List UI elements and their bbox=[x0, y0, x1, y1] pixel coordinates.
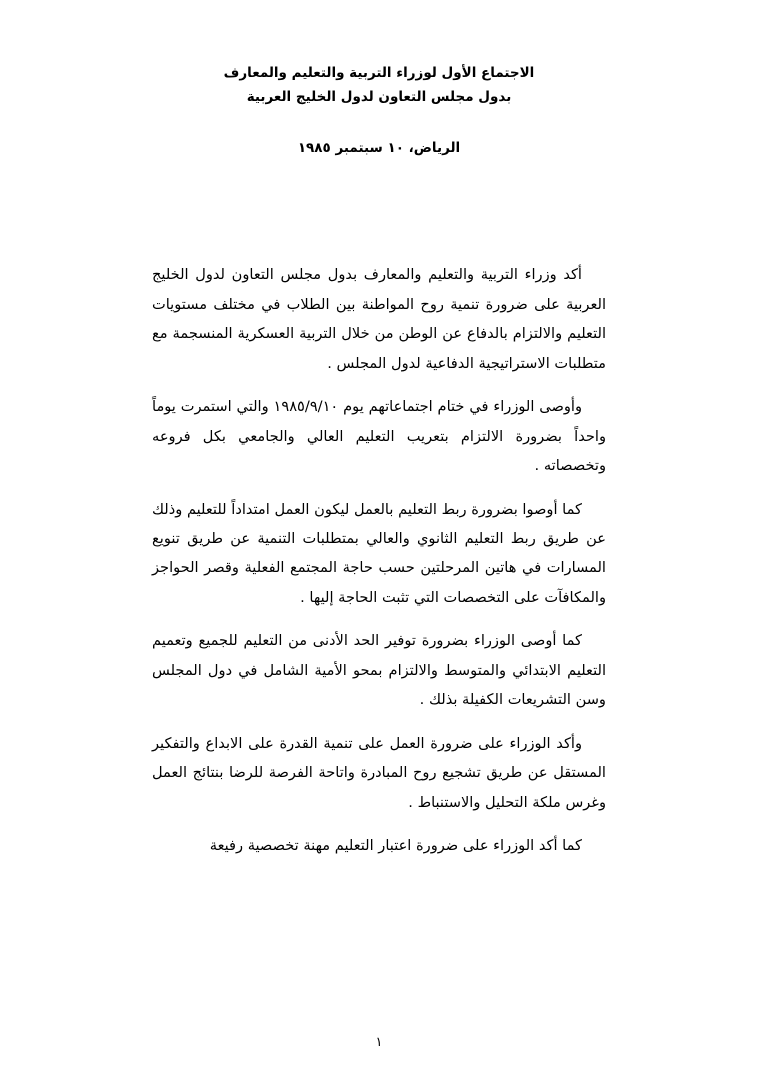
page-number: ١ bbox=[375, 1035, 383, 1050]
document-place-date: الرياض، ١٠ سبتمبر ١٩٨٥ bbox=[297, 140, 461, 157]
paragraph: وأكد الوزراء على ضرورة العمل على تنمية القدرة على الابداع والتفكير المستقل عن طريق تشجيع روح المبادرة واتاحة الفرصة للرضا بنتائج العمل وغرس ملكة التحليل والاستنباط . bbox=[152, 734, 606, 811]
paragraph: كما أوصى الوزراء بضرورة توفير الحد الأدنى من التعليم للجميع وتعميم التعليم الابتدائي والمتوسط والالتزام بمحو الأمية الشامل في دول المجلس وسن التشريعات الكفيلة بذلك . bbox=[152, 632, 606, 709]
document-body bbox=[0, 260, 758, 860]
document-title-line-1: الاجتماع الأول لوزراء التربية والتعليم والمعارف bbox=[223, 65, 535, 81]
document-title-line-2: بدول مجلس التعاون لدول الخليج العربية bbox=[246, 88, 512, 105]
document-header bbox=[0, 62, 758, 109]
paragraph: أكد وزراء التربية والتعليم والمعارف بدول مجلس التعاون لدول الخليج العربية على ضرورة تنمية روح المواطنة بين الطلاب في مختلف مستويات التعليم والالتزام بالدفاع عن الوطن من خلال التربية العسكرية المنسجمة مع متطلبات الاستراتيجية الدفاعية لدول المجلس . bbox=[152, 266, 606, 372]
paragraph: كما أكد الوزراء على ضرورة اعتبار التعليم مهنة تخصصية رفيعة bbox=[209, 837, 582, 855]
paragraph: وأوصى الوزراء في ختام اجتماعاتهم يوم ١٩٨٥/٩/١٠ والتي استمرت يوماً واحداً بضرورة الالتزام بتعريب التعليم العالي والجامعي بكل فروعه وتخصصاته . bbox=[152, 398, 606, 475]
paragraph: كما أوصوا بضرورة ربط التعليم بالعمل ليكون العمل امتداداً للتعليم وذلك عن طريق ربط التعليم الثانوي والعالي بمتطلبات التنمية عن طريق تنويع المسارات في هاتين المرحلتين حسب حاجة المجتمع الفعلية وقصر الحواجز والمكافآت على التخصصات التي تثبت الحاجة إليها . bbox=[152, 500, 606, 606]
